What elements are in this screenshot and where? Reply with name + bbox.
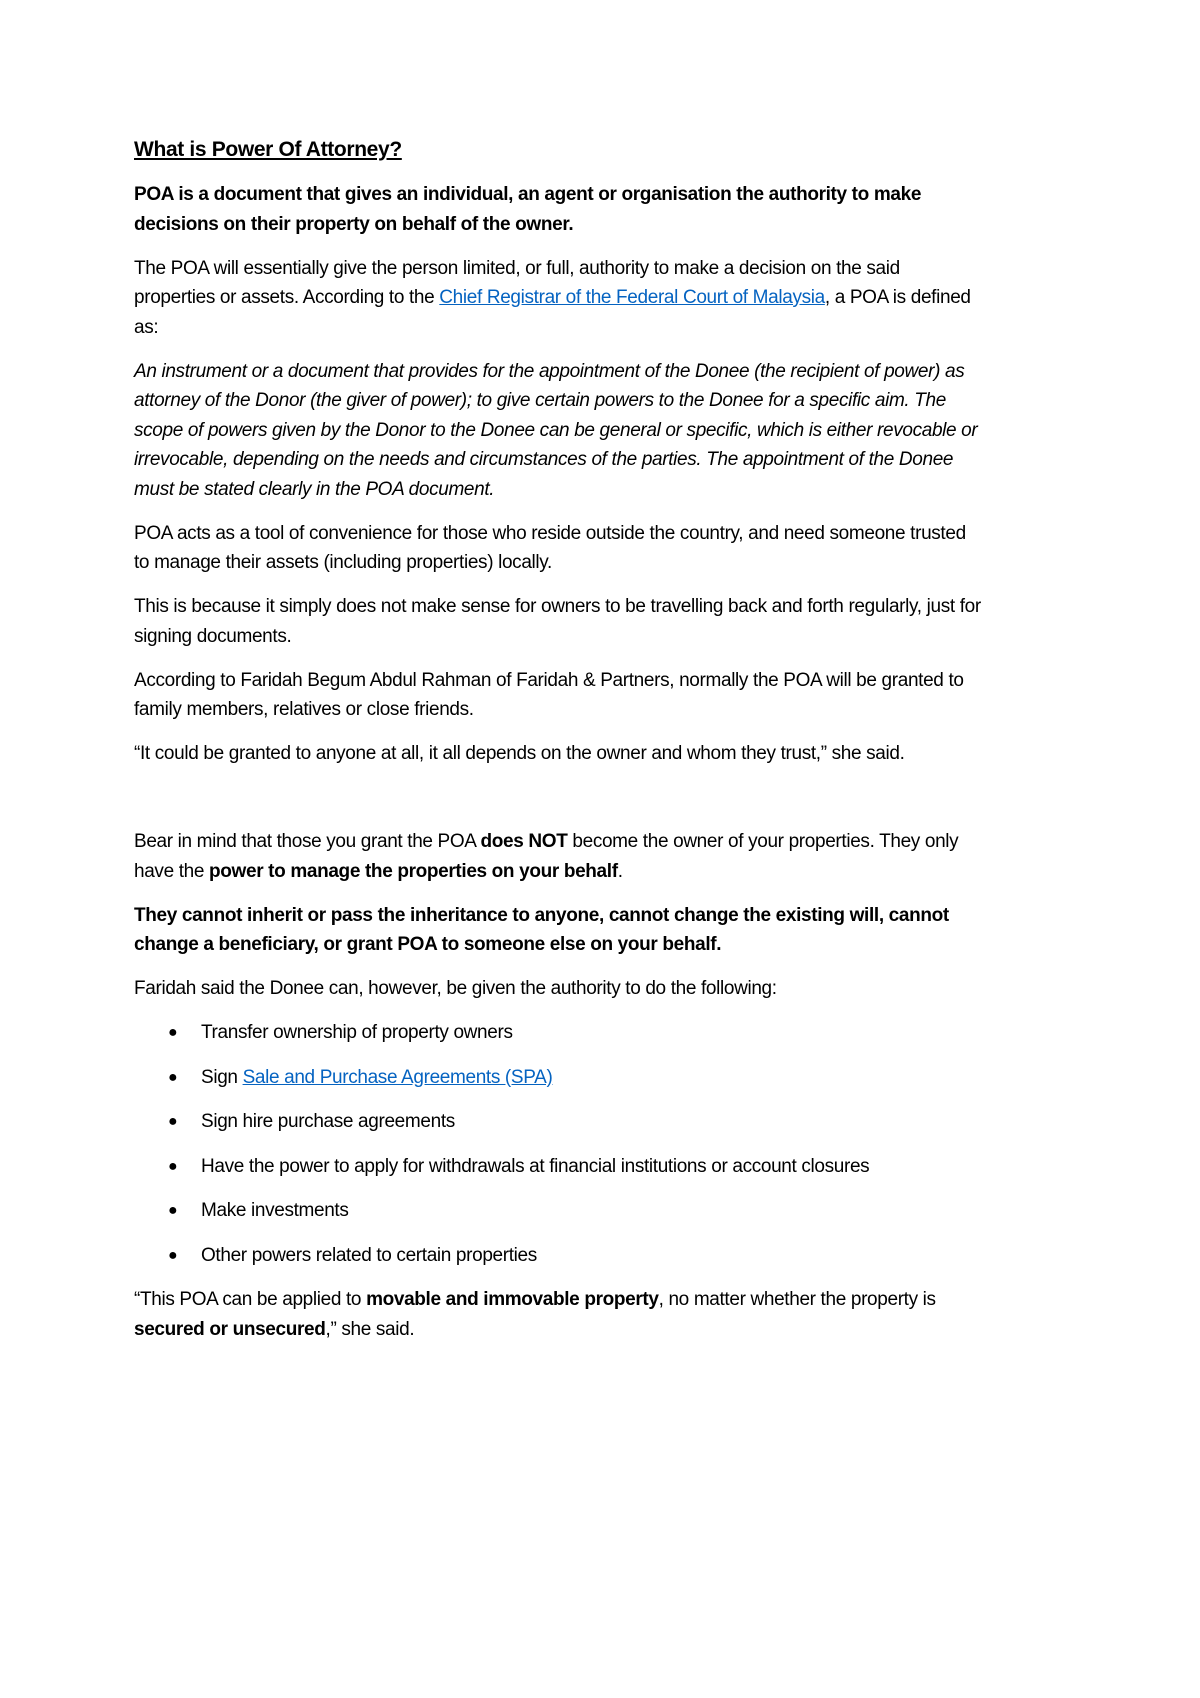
text-run: ,” she said. [325,1318,415,1340]
paragraph [134,827,984,886]
text-run: Make investments [201,1200,349,1221]
bullet-list [134,1018,984,1270]
bold-text: power to manage the properties on your behalf [209,860,618,882]
bold-text: POA is a document that gives an individual, an agent or organisation the authority to make decisions on their property on behalf of the owner. [134,184,922,235]
text-run: Sign [201,1066,243,1088]
bold-text: does NOT [480,831,568,852]
bold-text: secured or unsecured [134,1318,326,1340]
text-run: , no matter whether the property is [658,1289,936,1310]
text-run: Faridah said the Donee can, however, be given the authority to do the following: [134,978,777,999]
bold-text: They cannot inherit or pass the inheritance to anyone, cannot change the existing will, cannot change a beneficiary, or grant POA to someone else on your behalf. [134,904,949,955]
list-item [134,1241,984,1271]
text-run: This is because it simply does not make sense for owners to be travelling back and forth regularly, just for signing documents. [134,596,981,647]
paragraph [134,254,984,343]
bullet-icon: ● [168,1157,178,1175]
page-title: What is Power Of Attorney? [134,138,402,161]
paragraph [134,519,984,578]
text-run: Sign hire purchase agreements [201,1111,455,1132]
paragraph [134,974,984,1004]
paragraph [134,592,984,651]
text-run: Other powers related to certain properties [201,1244,537,1266]
paragraph [134,1285,984,1344]
text-run: An instrument or a document that provides for the appointment of the Donee (the recipient of power) as attorney of the Donor (the giver of power); to give certain powers to the Donee for a specific aim. The scope of powers given by the Donor to the Donee can be general or specific, which is either revocable or irrevocable, depending on the needs and circumstances of the parties. The appointment of the Donee must be stated clearly in the POA document. [134,360,978,500]
text-run: , a POA is defined as: [134,287,971,338]
text-run: Bear in mind that those you grant the POA [134,831,481,852]
text-run: “This POA can be applied to [134,1289,367,1310]
bold-text: movable and immovable property [366,1289,659,1310]
text-run: According to Faridah Begum Abdul Rahman of Faridah & Partners, normally the POA will be granted to family members, relatives or close friends. [134,669,964,720]
text-run: Have the power to apply for withdrawals at financial institutions or account closures [201,1155,870,1177]
document-content [134,180,984,1344]
bullet-icon: ● [168,1202,178,1219]
list-item [134,1018,984,1048]
paragraph [134,901,984,960]
bullet-icon: ● [168,1024,178,1041]
text-run: The POA will essentially give the person limited, or full, authority to make a decision on the said properties or assets. According to the [134,257,900,308]
text-run: . [617,860,623,882]
text-run: POA acts as a tool of convenience for those who reside outside the country, and need someone trusted to manage their assets (including properties) locally. [134,522,966,573]
list-item [134,1107,984,1137]
paragraph [134,666,984,725]
paragraph [134,180,984,239]
hyperlink[interactable]: Chief Registrar of the Federal Court of Malaysia [439,287,825,308]
hyperlink[interactable]: Sale and Purchase Agreements (SPA) [242,1066,553,1088]
document-body [134,134,984,1359]
bullet-icon: ● [168,1068,178,1086]
bullet-icon: ● [168,1113,178,1130]
text-run: “It could be granted to anyone at all, it all depends on the owner and whom they trust,” she said. [134,743,905,764]
list-item [134,1063,984,1093]
paragraph [134,739,984,769]
list-item [134,1152,984,1182]
quote-paragraph [134,357,984,505]
bullet-icon: ● [168,1246,178,1264]
list-item [134,1196,984,1226]
text-run: become the owner of your properties. They only have the [134,831,959,882]
text-run: Transfer ownership of property owners [201,1022,513,1043]
blank-line [134,783,984,827]
